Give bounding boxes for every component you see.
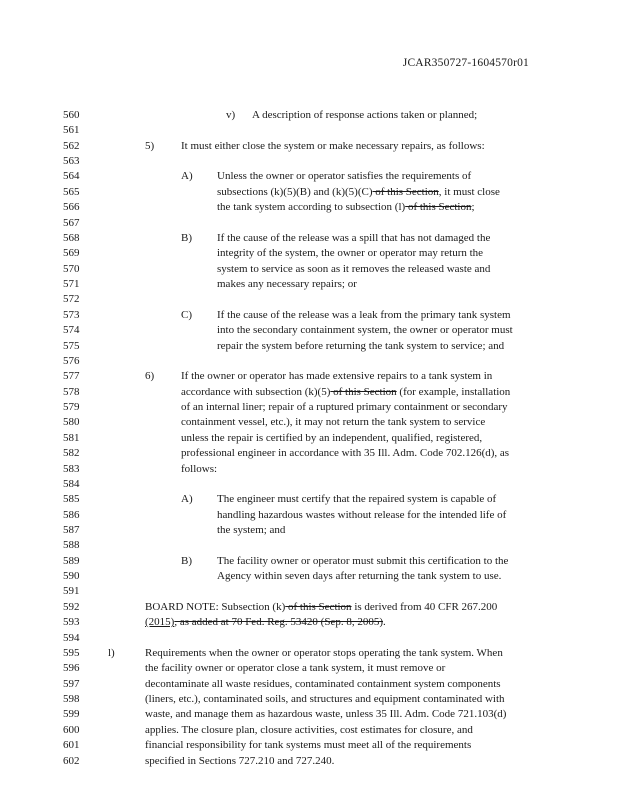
document-line [0, 400, 625, 414]
line-text [181, 462, 217, 476]
line-number: 589 [63, 554, 80, 567]
document-line [0, 677, 625, 691]
text-segment: financial responsibility for tank systems must meet all of the requirements [145, 739, 472, 752]
document-line [0, 369, 625, 383]
text-segment: repair the system before returning the tank system to service; and [217, 339, 505, 352]
document-line [0, 446, 625, 460]
struck-text: of this Section [372, 185, 439, 198]
line-text [181, 400, 508, 414]
line-text [217, 492, 496, 506]
line-number: 582 [63, 447, 80, 460]
line-number: 602 [63, 754, 80, 767]
text-segment: containment vessel, etc.), it may not return the tank system to service [181, 416, 486, 429]
text-segment: integrity of the system, the owner or operator may return the [217, 247, 484, 260]
line-number: 598 [63, 693, 80, 706]
struck-text: of this Section [330, 385, 397, 398]
text-segment: ; [471, 201, 475, 214]
document-line [0, 154, 625, 168]
line-number: 592 [63, 600, 80, 613]
document-line [0, 323, 625, 337]
line-text [217, 185, 500, 199]
line-number: 561 [63, 124, 80, 137]
document-line [0, 492, 625, 506]
line-text [145, 661, 445, 675]
subsection-label: v) [226, 109, 236, 121]
line-number: 577 [63, 370, 80, 383]
line-text [217, 262, 490, 276]
text-segment: If the cause of the release was a spill that has not damaged the [217, 231, 491, 244]
text-segment: A description of response actions taken or planned; [252, 109, 478, 121]
text-segment: professional engineer in accordance with 35 Ill. Adm. Code 702.126(d), as [181, 447, 510, 460]
line-text [217, 200, 475, 214]
document-line [0, 692, 625, 706]
document-line [0, 723, 625, 737]
document-line [0, 277, 625, 291]
document-line [0, 523, 625, 537]
line-text [252, 108, 477, 122]
document-line [0, 754, 625, 768]
text-segment: accordance with subsection (k)(5) [181, 385, 331, 398]
text-segment: the tank system according to subsection (l) [217, 201, 406, 214]
line-number: 597 [63, 677, 80, 690]
line-number: 575 [63, 339, 80, 352]
line-text [181, 446, 509, 460]
line-text [145, 692, 505, 706]
line-text [145, 677, 501, 691]
text-segment: follows: [181, 462, 218, 475]
document-line [0, 631, 625, 645]
text-segment: specified in Sections 727.210 and 727.240. [145, 754, 335, 767]
document-line [0, 462, 625, 476]
line-text [181, 415, 485, 429]
line-text [217, 523, 285, 537]
line-number: 594 [63, 631, 80, 644]
line-number: 566 [63, 201, 80, 214]
text-segment: (for example, installation [396, 385, 511, 398]
text-segment: Agency within seven days after returning the tank system to use. [217, 570, 502, 583]
document-line [0, 415, 625, 429]
document-line [0, 108, 625, 122]
text-segment: BOARD NOTE: Subsection (k) [145, 600, 286, 613]
text-segment: the facility owner or operator close a tank system, it must remove or [145, 662, 446, 675]
line-number: 580 [63, 416, 80, 429]
document-line [0, 707, 625, 721]
line-text [217, 246, 483, 260]
line-number: 563 [63, 155, 80, 168]
line-text [145, 723, 473, 737]
line-text [217, 323, 513, 337]
text-segment: handling hazardous wastes without release for the intended life of [217, 508, 507, 521]
line-text [145, 738, 471, 752]
document-line [0, 231, 625, 245]
line-text [181, 431, 482, 445]
line-text [145, 754, 334, 768]
line-number: 579 [63, 401, 80, 414]
line-text [217, 569, 501, 583]
document-line [0, 554, 625, 568]
subsection-label: 6) [145, 370, 155, 383]
line-number: 587 [63, 523, 80, 536]
line-number: 564 [63, 170, 80, 183]
text-segment: Unless the owner or operator satisfies the requirements of [217, 170, 472, 183]
line-number: 573 [63, 308, 80, 321]
line-number: 583 [63, 462, 80, 475]
text-segment: It must either close the system or make necessary repairs, as follows: [181, 139, 485, 152]
document-line [0, 339, 625, 353]
line-number: 593 [63, 616, 80, 629]
line-number: 565 [63, 185, 80, 198]
document-line [0, 200, 625, 214]
inserted-text: (2015) [145, 616, 175, 629]
text-segment: makes any necessary repairs; or [217, 278, 357, 291]
document-line [0, 262, 625, 276]
text-segment: If the owner or operator has made extensive repairs to a tank system in [181, 370, 493, 383]
document-line [0, 646, 625, 660]
subsection-label: l) [108, 646, 115, 659]
line-text [145, 600, 497, 614]
document-line [0, 661, 625, 675]
line-number: 586 [63, 508, 80, 521]
document-line [0, 169, 625, 183]
line-text [145, 707, 506, 721]
document-line [0, 385, 625, 399]
line-number: 578 [63, 385, 80, 398]
text-segment: is derived from 40 CFR 267.200 [351, 600, 498, 613]
line-text [181, 369, 492, 383]
line-text [181, 139, 485, 153]
document-line [0, 600, 625, 614]
line-number: 568 [63, 231, 80, 244]
document-line [0, 615, 625, 629]
line-number: 585 [63, 493, 80, 506]
text-segment: waste, and manage them as hazardous waste, unless 35 Ill. Adm. Code 721.103(d) [145, 708, 507, 721]
line-text [217, 169, 471, 183]
line-number: 567 [63, 216, 80, 229]
line-number: 569 [63, 247, 80, 260]
subsection-label: C) [181, 308, 192, 321]
text-segment: the system; and [217, 523, 286, 536]
line-number: 584 [63, 477, 80, 490]
text-segment: system to service as soon as it removes the released waste and [217, 262, 491, 275]
document-line [0, 246, 625, 260]
document-line [0, 139, 625, 153]
line-number: 590 [63, 570, 80, 583]
document-line [0, 569, 625, 583]
line-number: 572 [63, 293, 80, 306]
text-segment: of an internal liner; repair of a ruptured primary containment or secondary [181, 401, 508, 414]
line-number: 591 [63, 585, 80, 598]
document-line [0, 354, 625, 368]
text-segment: . [383, 616, 386, 629]
document-line [0, 308, 625, 322]
text-segment: applies. The closure plan, closure activities, cost estimates for closure, and [145, 723, 473, 736]
document-line [0, 292, 625, 306]
text-segment: decontaminate all waste residues, contaminated containment system components [145, 677, 501, 690]
line-number: 562 [63, 139, 80, 152]
line-text [217, 231, 490, 245]
document-line [0, 431, 625, 445]
line-number: 581 [63, 431, 80, 444]
line-text [217, 508, 506, 522]
document-line [0, 738, 625, 752]
line-number: 599 [63, 708, 80, 721]
document-line [0, 123, 625, 137]
subsection-label: A) [181, 170, 193, 183]
text-segment: (liners, etc.), contaminated soils, and structures and equipment contaminated with [145, 693, 505, 706]
line-number: 574 [63, 324, 80, 337]
document-line [0, 185, 625, 199]
line-number: 600 [63, 723, 80, 736]
line-text [145, 646, 503, 660]
document-header-code: JCAR350727-1604570r01 [402, 57, 529, 69]
document-line [0, 216, 625, 230]
struck-text: of this Section [405, 201, 472, 214]
line-number: 595 [63, 646, 80, 659]
struck-text: , as added at 70 Fed. Reg. 53420 (Sep. 8, 2005) [174, 616, 383, 629]
line-number: 596 [63, 662, 80, 675]
line-text [217, 554, 508, 568]
text-segment: The facility owner or operator must submit this certification to the [217, 554, 509, 567]
document-line [0, 584, 625, 598]
line-text [181, 385, 510, 399]
text-segment: , it must close [438, 185, 500, 198]
subsection-label: A) [181, 493, 193, 506]
text-segment: The engineer must certify that the repaired system is capable of [217, 493, 497, 506]
text-segment: into the secondary containment system, the owner or operator must [217, 324, 513, 337]
line-text [145, 615, 386, 629]
line-number: 560 [63, 109, 80, 121]
line-number: 570 [63, 262, 80, 275]
line-number: 588 [63, 539, 80, 552]
subsection-label: 5) [145, 139, 155, 152]
subsection-label: B) [181, 231, 192, 244]
line-number: 601 [63, 739, 80, 752]
text-segment: subsections (k)(5)(B) and (k)(5)(C) [217, 185, 373, 198]
struck-text: of this Section [285, 600, 352, 613]
line-text [217, 339, 504, 353]
document-line [0, 508, 625, 522]
line-text [217, 277, 357, 291]
subsection-label: B) [181, 554, 192, 567]
document-line [0, 538, 625, 552]
text-segment: unless the repair is certified by an independent, qualified, registered, [181, 431, 483, 444]
line-number: 576 [63, 354, 80, 367]
text-segment: Requirements when the owner or operator stops operating the tank system. When [145, 646, 503, 659]
text-segment: If the cause of the release was a leak from the primary tank system [217, 308, 511, 321]
document-line [0, 477, 625, 491]
line-number: 571 [63, 278, 80, 291]
line-text [217, 308, 511, 322]
